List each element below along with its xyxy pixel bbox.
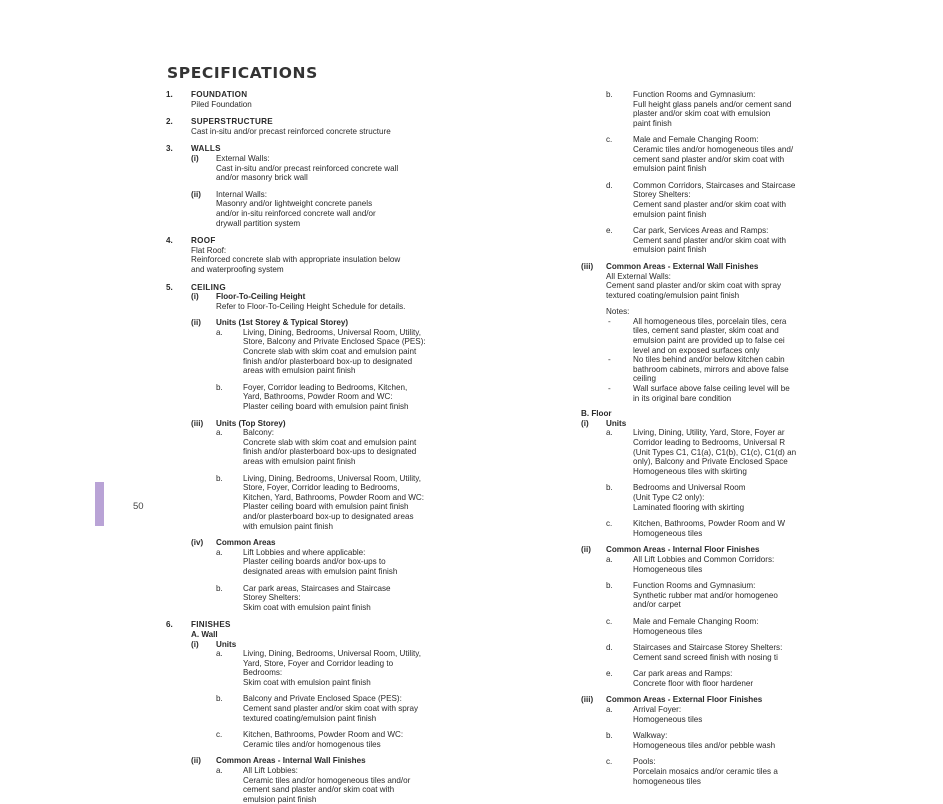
text-line: Common Corridors, Staircases and Staircase [633, 180, 796, 190]
text-line: Ceramic tiles and/or homogenous tiles [243, 739, 381, 749]
list-item [606, 555, 851, 574]
text-line: Cement sand plaster and/or skim coat with [633, 199, 786, 209]
text-line: drywall partition system [216, 218, 301, 228]
notes [581, 307, 851, 403]
section-heading: FINISHES [191, 620, 231, 630]
text-line: Storey Shelters: [243, 593, 301, 603]
subsection-heading: Common Areas - Internal Floor Finishes [606, 545, 760, 555]
roman-numeral: (iv) [191, 538, 204, 548]
roman-numeral: (ii) [191, 318, 201, 328]
text-line: Laminated flooring with skirting [633, 502, 745, 512]
list-item [216, 383, 506, 412]
subsection-heading: Common Areas - External Wall Finishes [606, 261, 759, 271]
item-marker: b. [606, 581, 613, 591]
text-line: All Lift Lobbies: [243, 766, 298, 776]
text-line: Ceramic tiles and/or homogeneous tiles and/ [633, 144, 794, 154]
text-line: and/or carpet [633, 600, 681, 610]
list-item [216, 548, 506, 577]
text-line: Store, Balcony and Private Enclosed Space (PES): [243, 337, 426, 347]
text-line: Arrival Foyer: [633, 705, 682, 715]
text-line: All Lift Lobbies and Common Corridors: [633, 554, 775, 564]
text-line: All homogeneous tiles, porcelain tiles, cera [633, 316, 787, 326]
text-line: Homogeneous tiles with skirting [633, 466, 747, 476]
list-item [606, 669, 851, 688]
item-marker: b. [606, 731, 613, 741]
section-number: 6. [166, 620, 173, 630]
item-marker: c. [606, 135, 613, 145]
text-line: level and on exposed surfaces only [633, 345, 760, 355]
list-item [606, 226, 851, 255]
text-line: Living, Dining, Utility, Yard, Store, Foyer ar [633, 428, 785, 438]
text-line: Cement sand plaster and/or skim coat with spray [606, 281, 781, 291]
text-line: Skim coat with emulsion paint finish [243, 602, 371, 612]
text-line: only), Balcony and Private Enclosed Space [633, 457, 788, 467]
list-item [606, 135, 851, 173]
section-number: 1. [166, 90, 173, 99]
item-marker: b. [216, 583, 223, 593]
section-foundation [166, 90, 506, 109]
text-line: Masonry and/or lightweight concrete panels [216, 199, 373, 209]
section-heading: ROOF [191, 236, 216, 246]
section-walls [166, 144, 506, 228]
text-line: Function Rooms and Gymnasium: [633, 90, 756, 99]
text-line: Car park areas and Ramps: [633, 669, 733, 679]
text-line: and/or in-situ reinforced concrete wall and/or [216, 208, 376, 218]
text-line: Cast in-situ and/or precast reinforced concrete wall [216, 163, 399, 173]
roman-numeral: (ii) [581, 545, 591, 555]
list-item [606, 483, 851, 512]
page-number: 50 [133, 501, 144, 512]
text-line: in its original bare condition [633, 393, 732, 403]
note-item [606, 355, 851, 384]
subsection-heading: A. Wall [191, 629, 218, 639]
text-line: Kitchen, Bathrooms, Powder Room and WC: [243, 730, 404, 740]
text-line: Function Rooms and Gymnasium: [633, 581, 756, 591]
text-line: textured coating/emulsion paint finish [243, 713, 377, 723]
roman-numeral: (i) [191, 639, 199, 649]
list-item [606, 428, 851, 476]
text-line: ceiling [633, 374, 656, 384]
text-line: Balcony: [243, 428, 275, 438]
list-item [606, 90, 851, 128]
text-line: emulsion paint finish [633, 245, 707, 255]
text-line: External Walls: [216, 153, 270, 163]
text-line: Living, Dining, Bedrooms, Universal Room, Utility, [243, 327, 421, 337]
list-item [606, 757, 851, 786]
wall-common-items [581, 90, 851, 255]
item-marker: b. [606, 483, 613, 493]
wall-external-finishes [581, 262, 851, 300]
text-line: Living, Dining, Bedrooms, Universal Room, Utility, [243, 649, 421, 659]
item-marker: a. [216, 428, 223, 438]
roman-numeral: (i) [191, 292, 199, 302]
list-item [606, 617, 851, 636]
finishes-wall-units [191, 640, 506, 750]
item-marker: c. [606, 519, 613, 529]
section-heading: CEILING [191, 282, 226, 292]
item-marker: b. [216, 473, 223, 483]
section-heading: SUPERSTRUCTURE [191, 117, 273, 127]
text-line: designated areas with emulsion paint finish [243, 566, 398, 576]
note-item [606, 317, 851, 355]
list-item [216, 694, 506, 723]
text-line: emulsion paint finish [633, 209, 707, 219]
text-line: cement sand plaster and/or skim coat with [633, 154, 785, 164]
subsection-heading: Units (1st Storey & Typical Storey) [216, 318, 349, 328]
text-line: and/or masonry brick wall [216, 173, 308, 183]
text-line: Wall surface above false ceiling level will be [633, 384, 790, 394]
note-dash: - [608, 316, 611, 326]
text-line: Skim coat with emulsion paint finish [243, 677, 371, 687]
text-line: Cement sand plaster and/or skim coat with spray [243, 704, 418, 714]
text-line: Cement sand screed finish with nosing ti [633, 652, 778, 662]
text-line: Homogeneous tiles [633, 626, 703, 636]
roman-numeral: (i) [191, 153, 199, 163]
text-line: Living, Dining, Bedrooms, Universal Room, Utility, [243, 473, 421, 483]
floor-common-internal [581, 545, 851, 688]
ceiling-common-areas [191, 538, 506, 612]
walls-external [191, 154, 506, 183]
section-number: 2. [166, 117, 173, 127]
item-marker: b. [216, 694, 223, 704]
section-superstructure [166, 117, 506, 136]
subsection-heading: Floor-To-Ceiling Height [216, 292, 306, 302]
item-marker: a. [606, 705, 613, 715]
walls-internal [191, 190, 506, 228]
text-line: Cast in-situ and/or precast reinforced concrete structure [191, 126, 391, 136]
item-marker: b. [606, 90, 613, 99]
item-marker: c. [606, 757, 613, 767]
list-item [216, 649, 506, 687]
section-heading: WALLS [191, 144, 221, 154]
list-item [606, 731, 851, 750]
section-heading: FOUNDATION [191, 90, 248, 99]
text-line: tiles, cement sand plaster, skim coat and [633, 326, 779, 336]
text-line: bathroom cabinets, mirrors and above false [633, 364, 789, 374]
text-line: Car park areas, Staircases and Staircase [243, 583, 391, 593]
text-line: Refer to Floor-To-Ceiling Height Schedule for details. [216, 301, 406, 311]
text-line: Plaster ceiling boards and/or box-ups to [243, 557, 386, 567]
text-line: All External Walls: [606, 271, 671, 281]
text-line: Staircases and Staircase Storey Shelters: [633, 643, 783, 653]
item-marker: a. [216, 766, 223, 776]
text-line: paint finish [633, 118, 672, 128]
text-line: Storey Shelters: [633, 190, 691, 200]
text-line: Concrete floor with floor hardener [633, 678, 754, 688]
text-line: Bedrooms: [243, 668, 283, 678]
subsection-heading: Common Areas - External Floor Finishes [606, 695, 763, 705]
text-line: with emulsion paint finish [243, 521, 333, 531]
left-column [166, 90, 506, 804]
item-marker: b. [216, 382, 223, 392]
text-line: Car park, Services Areas and Ramps: [633, 226, 769, 236]
page-title: SPECIFICATIONS [167, 64, 318, 82]
roman-numeral: (ii) [191, 189, 201, 199]
roman-numeral: (iii) [581, 261, 594, 271]
text-line: finish and/or plasterboard box-ups to designated [243, 447, 417, 457]
text-line: (Unit Type C2 only): [633, 492, 705, 502]
item-marker: d. [606, 643, 613, 653]
section-finishes [166, 620, 506, 804]
text-line: emulsion paint finish [243, 794, 317, 804]
list-item [606, 181, 851, 219]
list-item [216, 428, 506, 466]
item-marker: a. [216, 649, 223, 659]
item-marker: a. [216, 327, 223, 337]
item-marker: e. [606, 669, 613, 679]
text-line: Cement sand plaster and/or skim coat with [633, 235, 786, 245]
text-line: Concrete slab with skim coat and emulsion paint [243, 437, 417, 447]
finishes-wall-common [191, 756, 506, 804]
subsection-heading: Common Areas [216, 538, 276, 548]
item-marker: c. [606, 616, 613, 626]
subsection-heading: Units [606, 418, 627, 428]
item-marker: d. [606, 180, 613, 190]
text-line: Yard, Store, Foyer and Corridor leading to [243, 658, 394, 668]
text-line: Male and Female Changing Room: [633, 135, 759, 145]
text-line: areas with emulsion paint finish [243, 457, 356, 466]
wall-common-continued [581, 90, 851, 786]
text-line: Male and Female Changing Room: [633, 616, 759, 626]
list-item [216, 584, 506, 613]
text-line: Foyer, Corridor leading to Bedrooms, Kitchen, [243, 382, 408, 392]
list-item [606, 581, 851, 610]
text-line: Plaster ceiling board with emulsion paint finish [243, 502, 409, 512]
ceiling-units-typical [191, 318, 506, 411]
list-item [606, 643, 851, 662]
text-line: and/or plasterboard box-up to designated areas [243, 511, 414, 521]
item-marker: c. [216, 730, 223, 740]
roman-numeral: (ii) [191, 756, 201, 766]
text-line: and waterproofing system [191, 264, 284, 274]
roman-numeral: (iii) [581, 695, 594, 705]
list-item [216, 474, 506, 532]
text-line: cement sand plaster and/or skim coat with [243, 785, 395, 795]
text-line: emulsion paint finish [633, 164, 707, 174]
note-dash: - [608, 355, 611, 365]
subsection-heading: Units [216, 639, 237, 649]
note-dash: - [608, 384, 611, 394]
ceiling-units-top [191, 419, 506, 532]
text-line: Store, Foyer, Corridor leading to Bedrooms, [243, 483, 400, 493]
notes-heading: Notes: [606, 307, 630, 317]
text-line: Corridor leading to Bedrooms, Universal R [633, 438, 786, 447]
text-line: No tiles behind and/or below kitchen cabin [633, 355, 785, 365]
floor-units [581, 419, 851, 539]
list-item [606, 705, 851, 724]
text-line: Lift Lobbies and where applicable: [243, 547, 366, 557]
text-line: Balcony and Private Enclosed Space (PES): [243, 694, 402, 704]
list-item [216, 730, 506, 749]
text-line: Homogeneous tiles [633, 564, 703, 574]
text-line: Kitchen, Yard, Bathrooms, Powder Room and WC: [243, 492, 424, 502]
note-item [606, 384, 851, 403]
item-marker: e. [606, 226, 613, 236]
text-line: Homogeneous tiles [633, 714, 703, 724]
list-item [216, 328, 506, 376]
list-item [216, 766, 506, 804]
text-line: Kitchen, Bathrooms, Powder Room and W [633, 519, 786, 529]
text-line: plaster and/or skim coat with emulsion [633, 109, 771, 119]
text-line: Synthetic rubber mat and/or homogeneo [633, 590, 778, 600]
text-line: Pools: [633, 757, 656, 767]
text-line: Homogeneous tiles [633, 528, 703, 538]
text-line: Internal Walls: [216, 189, 267, 199]
section-number: 3. [166, 144, 173, 154]
section-ceiling [166, 283, 506, 613]
text-line: Porcelain mosaics and/or ceramic tiles a [633, 767, 778, 777]
text-line: Yard, Bathrooms, Powder Room and WC: [243, 392, 393, 402]
text-line: Flat Roof: [191, 245, 227, 255]
item-marker: a. [216, 547, 223, 557]
text-line: emulsion paint are provided up to false cei [633, 336, 785, 346]
text-line: Piled Foundation [191, 99, 252, 109]
roman-numeral: (i) [581, 418, 589, 428]
text-line: homogeneous tiles [633, 776, 701, 786]
text-line: Walkway: [633, 731, 668, 741]
section-roof [166, 236, 506, 274]
text-line: Ceramic tiles and/or homogeneous tiles and/or [243, 775, 411, 785]
text-line: Full height glass panels and/or cement sand [633, 99, 792, 109]
ceiling-height [191, 292, 506, 311]
text-line: textured coating/emulsion paint finish [606, 290, 740, 300]
section-number: 4. [166, 236, 173, 246]
text-line: Homogeneous tiles and/or pebble wash [633, 740, 776, 750]
roman-numeral: (iii) [191, 418, 204, 428]
text-line: finish and/or plasterboard box-up to designated [243, 356, 413, 366]
subsection-heading: B. Floor [581, 409, 612, 419]
subsection-heading: Units (Top Storey) [216, 418, 286, 428]
page-edge-tab [95, 482, 104, 526]
item-marker: a. [606, 428, 613, 438]
right-column [581, 90, 851, 786]
text-line: Reinforced concrete slab with appropriate insulation below [191, 255, 401, 265]
text-line: (Unit Types C1, C1(a), C1(b), C1(c), C1(d) an [633, 447, 797, 457]
subsection-heading: Common Areas - Internal Wall Finishes [216, 756, 366, 766]
text-line: Concrete slab with skim coat and emulsion paint [243, 347, 417, 357]
floor-common-external [581, 695, 851, 786]
list-item [606, 519, 851, 538]
text-line: areas with emulsion paint finish [243, 366, 356, 376]
text-line: Plaster ceiling board with emulsion paint finish [243, 402, 409, 412]
item-marker: a. [606, 554, 613, 564]
text-line: Bedrooms and Universal Room [633, 483, 746, 493]
section-number: 5. [166, 282, 173, 292]
